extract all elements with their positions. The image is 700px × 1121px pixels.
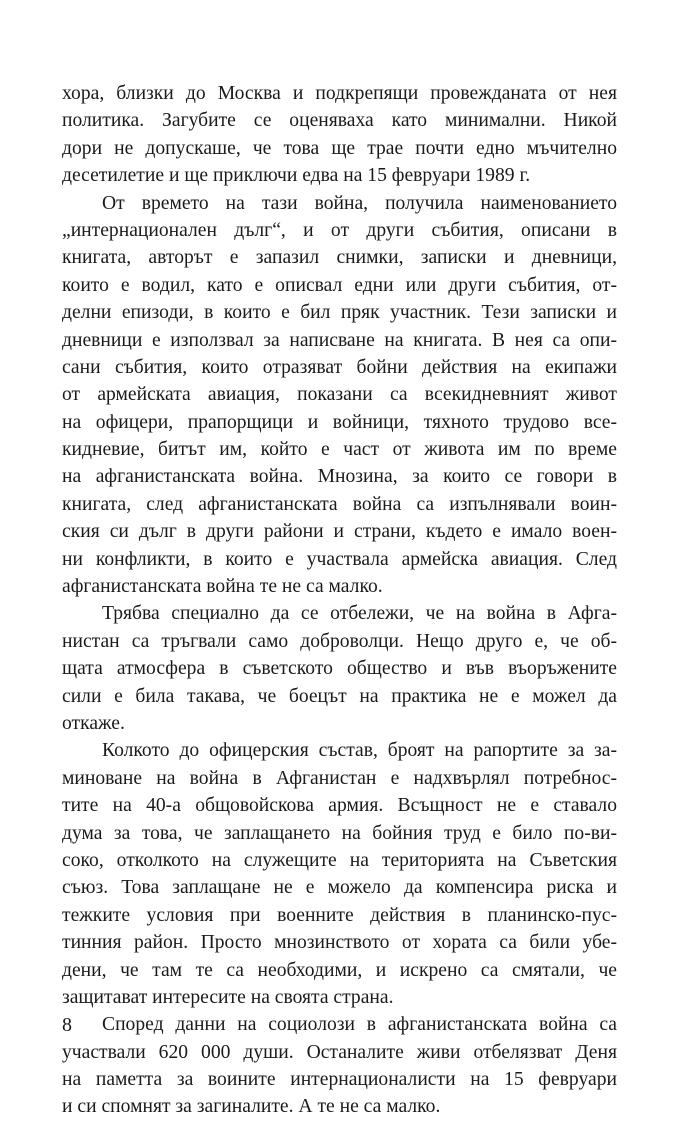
- paragraph-5-line: участвали 620 000 души. Останалите живи отбелязват Деня: [62, 1041, 617, 1063]
- paragraph-5-line: и си спомнят за загиналите. А те не са малко.: [62, 1096, 441, 1118]
- paragraph-2-line: от армейската авиация, показани са всекидневният живот: [62, 384, 617, 406]
- paragraph-2-line: на офицери, прапорщици и войници, тяхното трудово все-: [62, 411, 617, 433]
- paragraph-5-line: на паметта за воините интернационалисти на 15 февруари: [62, 1069, 617, 1091]
- paragraph-2-line: дневници е използвал за написване на книгата. В нея са опи-: [62, 329, 617, 351]
- paragraph-1-line: десетилетие и ще приключи едва на 15 февруари 1989 г.: [62, 165, 531, 187]
- paragraph-4-line: дени, че там те са необходими, и искрено са смятали, че: [62, 959, 617, 981]
- paragraph-3-line: нистан са тръгвали само доброволци. Нещо друго е, че об-: [62, 630, 617, 652]
- paragraph-2-line: на афганистанската война. Мнозина, за които се говори в: [62, 466, 617, 488]
- paragraph-1-line: хора, близки до Москва и подкрепящи провежданата от нея: [62, 83, 617, 104]
- paragraph-1-line: политика. Загубите се оценяваха като минимални. Никой: [62, 110, 617, 132]
- paragraph-5-line: Според данни на социолози в афганистанската война са: [102, 1014, 617, 1036]
- paragraph-2-line: ни конфликти, в които е участвала армейска авиация. След: [62, 548, 617, 570]
- paragraph-4-line: тинния район. Просто мнозинството от хората са били убе-: [62, 932, 617, 954]
- paragraph-4-line: соко, отколкото на служещите на територията на Съветския: [62, 849, 617, 871]
- paragraph-2-line: книгата, авторът е запазил снимки, записки и дневници,: [62, 247, 617, 269]
- paragraph-3-line: щата атмосфера в съветското общество и във въоръжените: [62, 658, 617, 680]
- paragraph-4-line: съюз. Това заплащане не е можело да компенсира риска и: [62, 877, 617, 899]
- paragraph-4-line: защитават интересите на своята страна.: [62, 986, 394, 1008]
- paragraph-2-line: делни епизоди, в които е бил пряк участник. Тези записки и: [62, 302, 617, 324]
- paragraph-3-line: Трябва специално да се отбележи, че на война в Афга-: [102, 603, 617, 625]
- paragraph-2-line: „интернационален дълг“, и от други събития, описани в: [62, 219, 617, 241]
- paragraph-2-line: афганистанската война те не са малко.: [62, 576, 383, 598]
- paragraph-2-line: кидневие, битът им, който е част от живота им по време: [62, 439, 617, 461]
- paragraph-2-line: книгата, след афганистанската война са изпълнявали воин-: [62, 493, 617, 515]
- body-text: [62, 80, 617, 1121]
- paragraph-4-line: дума за това, че заплащането на бойния труд е било по-ви-: [62, 822, 617, 844]
- paragraph-4-line: тите на 40-а общовойскова армия. Всъщност не е ставало: [62, 795, 617, 817]
- paragraph-2-line: От времето на тази война, получила наименованието: [102, 192, 617, 214]
- page-number: 8: [62, 1014, 72, 1036]
- paragraph-2-line: сани събития, които отразяват бойни действия на екипажи: [62, 356, 617, 378]
- paragraph-4-line: миноване на война в Афганистан е надхвърлял потребнос-: [62, 767, 617, 789]
- paragraph-3-line: откаже.: [62, 712, 125, 734]
- paragraph-3-line: сили е била такава, че боецът на практика не е можел да: [62, 685, 617, 707]
- paragraph-4-line: Колкото до офицерския състав, броят на рапортите за за-: [102, 740, 617, 762]
- paragraph-2-line: ския си дълг в други райони и страни, където е имало воен-: [62, 521, 617, 543]
- paragraph-1-line: дори не допускаше, че това ще трае почти едно мъчително: [62, 137, 617, 159]
- paragraph-4-line: тежките условия при военните действия в планинско-пус-: [62, 904, 617, 926]
- paragraph-2-line: които е водил, като е описвал едни или други събития, от-: [62, 274, 617, 296]
